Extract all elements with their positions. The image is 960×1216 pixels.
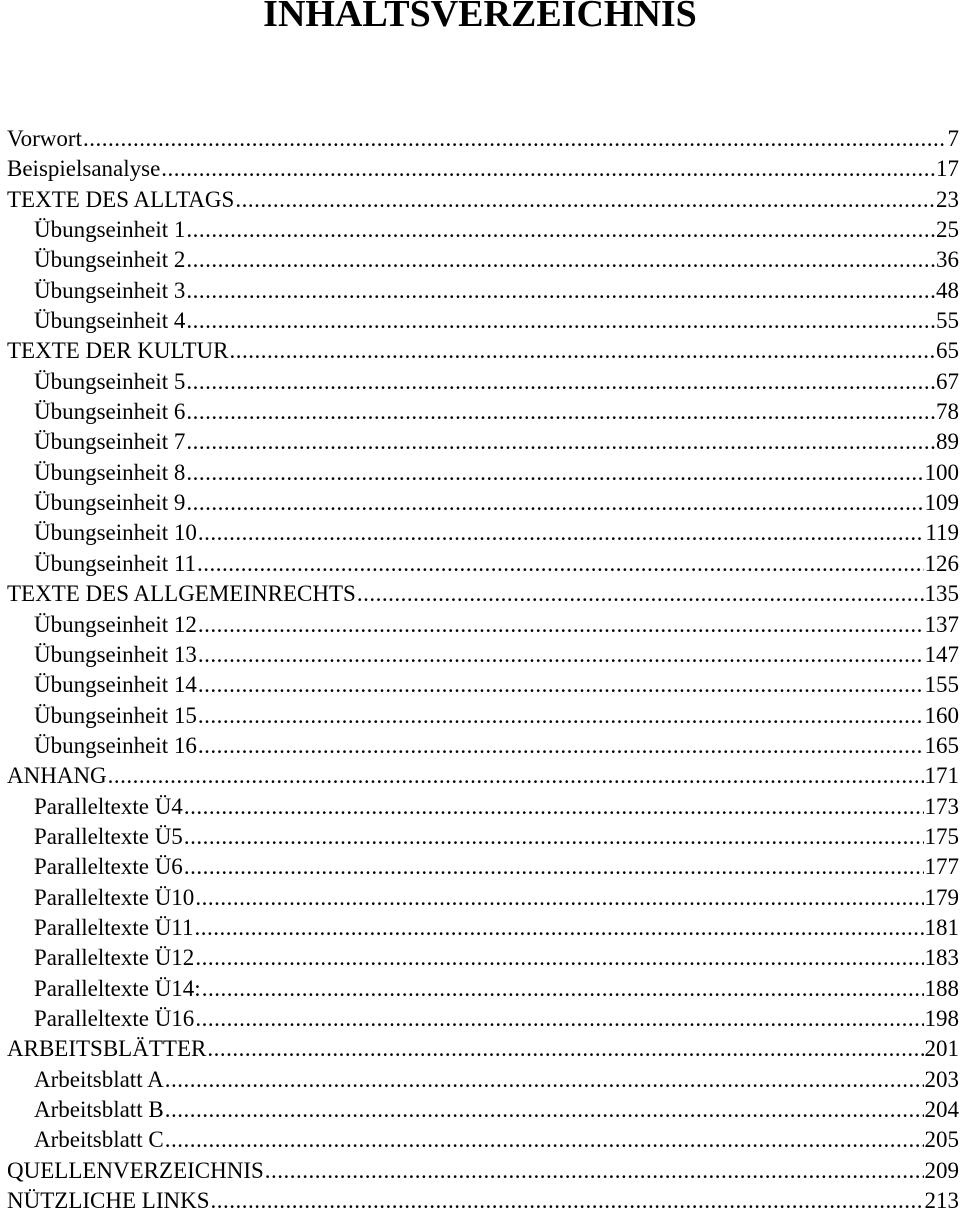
toc-entry-label: Beispielsanalyse (7, 156, 161, 182)
toc-entry[interactable] (0, 336, 960, 366)
toc-entry-page-number: 175 (924, 823, 959, 849)
dot-leader (265, 1156, 924, 1186)
dot-leader (357, 579, 924, 609)
dot-leader (186, 276, 935, 306)
toc-entry-label: Übungseinheit 13 (34, 641, 197, 667)
toc-entry-label: QUELLENVERZEICHNIS (7, 1157, 264, 1183)
dot-leader (184, 852, 924, 882)
toc-entry-label: Übungseinheit 14 (34, 672, 197, 698)
toc-entry-page-number: 198 (924, 1005, 959, 1031)
toc-entry-page-number: 126 (924, 550, 959, 576)
toc-entry-label: Übungseinheit 12 (34, 611, 197, 637)
toc-entry[interactable] (0, 124, 960, 154)
dot-leader (229, 336, 935, 366)
toc-entry[interactable] (0, 822, 960, 852)
toc-entry[interactable] (0, 610, 960, 640)
toc-entry[interactable] (0, 549, 960, 579)
dot-leader (186, 427, 935, 457)
toc-entry[interactable] (0, 913, 960, 943)
toc-entry[interactable] (0, 1125, 960, 1155)
dot-leader (198, 518, 924, 548)
toc-entry[interactable] (0, 883, 960, 913)
toc-entry-label: Übungseinheit 2 (34, 247, 186, 273)
toc-entry-page-number: 65 (936, 338, 959, 364)
toc-entry-label: Übungseinheit 6 (34, 399, 186, 425)
toc-entry[interactable] (0, 215, 960, 245)
dot-leader (184, 822, 924, 852)
dot-leader (165, 1125, 924, 1155)
toc-entry-label: Übungseinheit 1 (34, 217, 186, 243)
dot-leader (235, 185, 935, 215)
dot-leader (186, 215, 935, 245)
toc-entry[interactable] (0, 306, 960, 336)
toc-entry[interactable] (0, 761, 960, 791)
dot-leader (198, 731, 924, 761)
toc-entry-label: Übungseinheit 7 (34, 429, 186, 455)
toc-entry-page-number: 209 (924, 1157, 959, 1183)
toc-entry-page-number: 147 (924, 641, 959, 667)
toc-entry-label: Arbeitsblatt C (34, 1127, 164, 1153)
toc-entry-page-number: 155 (924, 672, 959, 698)
toc-entry-page-number: 201 (924, 1036, 959, 1062)
toc-entry[interactable] (0, 154, 960, 184)
toc-entry[interactable] (0, 427, 960, 457)
toc-entry-page-number: 135 (924, 581, 959, 607)
toc-entry-label: ARBEITSBLÄTTER (7, 1036, 207, 1062)
toc-entry[interactable] (0, 579, 960, 609)
dot-leader (195, 883, 923, 913)
toc-entry-page-number: 137 (924, 611, 959, 637)
dot-leader (186, 306, 935, 336)
toc-entry-page-number: 55 (936, 308, 959, 334)
toc-entry-page-number: 213 (924, 1188, 959, 1214)
toc-entry[interactable] (0, 974, 960, 1004)
toc-entry-page-number: 17 (936, 156, 959, 182)
dot-leader (186, 367, 935, 397)
toc-entry[interactable] (0, 458, 960, 488)
dot-leader (202, 974, 924, 1004)
toc-entry-label: Übungseinheit 3 (34, 277, 186, 303)
toc-entry-page-number: 188 (924, 975, 959, 1001)
toc-entry-label: TEXTE DES ALLGEMEINRECHTS (7, 581, 356, 607)
toc-entry-label: Übungseinheit 8 (34, 459, 186, 485)
toc-entry-page-number: 36 (936, 247, 959, 273)
toc-entry-page-number: 203 (924, 1066, 959, 1092)
dot-leader (186, 458, 923, 488)
toc-entry[interactable] (0, 1004, 960, 1034)
toc-entry-label: Paralleltexte Ü4 (34, 793, 183, 819)
toc-entry-page-number: 171 (924, 763, 959, 789)
dot-leader (197, 549, 923, 579)
toc-entry[interactable] (0, 792, 960, 822)
dot-leader (83, 124, 947, 154)
toc-entry-page-number: 48 (936, 277, 959, 303)
toc-entry-page-number: 179 (924, 884, 959, 910)
toc-entry-label: TEXTE DES ALLTAGS (7, 186, 235, 212)
dot-leader (186, 245, 935, 275)
toc-entry-label: Arbeitsblatt B (34, 1097, 164, 1122)
toc-entry-page-number: 89 (936, 429, 959, 455)
toc-entry-label: Paralleltexte Ü14: (34, 975, 201, 1001)
toc-entry-label: Paralleltexte Ü16 (34, 1005, 195, 1031)
toc-entry-page-number: 78 (936, 399, 959, 425)
toc-entry[interactable] (0, 367, 960, 397)
dot-leader (198, 670, 924, 700)
toc-entry-label: TEXTE DER KULTUR (7, 338, 229, 364)
toc-entry[interactable] (0, 1034, 960, 1064)
toc-entry[interactable] (0, 1065, 960, 1095)
toc-entry-page-number: 181 (924, 914, 959, 940)
toc-entry[interactable] (0, 640, 960, 670)
toc-entry[interactable] (0, 1156, 960, 1186)
toc-entry-label: Übungseinheit 16 (34, 732, 197, 758)
toc-entry-page-number: 165 (924, 732, 959, 758)
toc-entry[interactable] (0, 276, 960, 306)
dot-leader (198, 610, 924, 640)
toc-entry[interactable] (0, 943, 960, 973)
toc-entry-label: Übungseinheit 15 (34, 702, 197, 728)
dot-leader (195, 943, 923, 973)
toc-entry-label: Übungseinheit 11 (34, 550, 197, 576)
toc-entry[interactable] (0, 852, 960, 882)
toc-entry-label: Paralleltexte Ü6 (34, 854, 183, 880)
toc-entry-label: Paralleltexte Ü12 (34, 945, 195, 971)
dot-leader (194, 913, 923, 943)
toc-entry[interactable] (0, 185, 960, 215)
toc-entry-label: Arbeitsblatt A (34, 1066, 164, 1092)
toc-entry-page-number: 25 (936, 217, 959, 243)
toc-entry-label: Übungseinheit 4 (34, 308, 186, 334)
toc-entry-label: NÜTZLICHE LINKS (7, 1188, 210, 1214)
dot-leader (108, 761, 924, 791)
toc-entry-label: Paralleltexte Ü11 (34, 914, 194, 940)
dot-leader (161, 154, 935, 184)
toc-entry-page-number: 23 (936, 186, 959, 212)
dot-leader (186, 397, 935, 427)
dot-leader (195, 1004, 923, 1034)
toc-entry[interactable] (0, 670, 960, 700)
toc-entry-label: Vorwort (7, 126, 82, 151)
toc-entry[interactable] (0, 731, 960, 761)
toc-entry-page-number: 183 (924, 945, 959, 971)
toc-entry[interactable] (0, 245, 960, 275)
dot-leader (207, 1034, 923, 1064)
toc-entry[interactable] (0, 397, 960, 427)
toc-entry-page-number: 177 (924, 854, 959, 880)
toc-entry-label: Übungseinheit 5 (34, 368, 186, 394)
toc-entry-label: Übungseinheit 10 (34, 520, 197, 546)
toc-entry-page-number: 100 (924, 459, 959, 485)
toc-entry-page-number: 67 (936, 368, 959, 394)
dot-leader (165, 1095, 924, 1125)
toc-entry-label: Paralleltexte Ü10 (34, 884, 195, 910)
toc-entry-page-number: 160 (924, 702, 959, 728)
toc-entry-page-number: 7 (947, 126, 959, 151)
toc-entry-label: ANHANG (7, 763, 107, 789)
dot-leader (198, 640, 924, 670)
toc-entry[interactable] (0, 701, 960, 731)
dot-leader (198, 701, 924, 731)
toc-entry[interactable] (0, 518, 960, 548)
toc-entry-page-number: 119 (925, 520, 959, 546)
toc-entry[interactable] (0, 488, 960, 518)
toc-entry-page-number: 205 (924, 1127, 959, 1153)
dot-leader (165, 1065, 924, 1095)
page-title: INHALTSVERZEICHNIS (263, 0, 697, 35)
dot-leader (186, 488, 923, 518)
toc-entry-label: Paralleltexte Ü5 (34, 823, 183, 849)
toc-entry-page-number: 173 (924, 793, 959, 819)
toc-entry-label: Übungseinheit 9 (34, 490, 186, 516)
toc-entry-page-number: 204 (924, 1097, 959, 1122)
dot-leader (184, 792, 924, 822)
toc-entry[interactable] (0, 1095, 960, 1125)
toc-entry-page-number: 109 (924, 490, 959, 516)
table-of-contents (0, 124, 960, 1216)
